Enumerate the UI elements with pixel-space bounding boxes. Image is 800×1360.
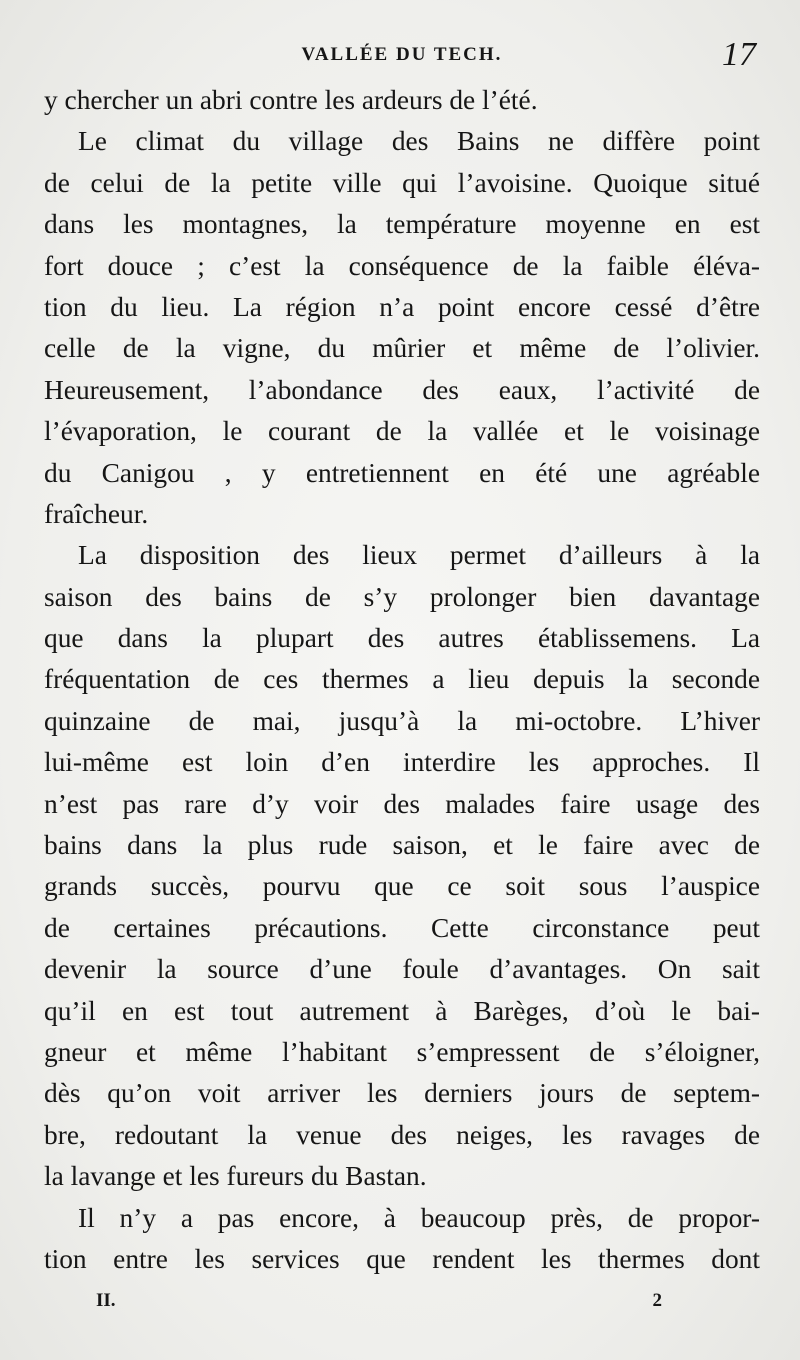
text-line: Il n’y a pas encore, à beaucoup près, de propor- xyxy=(78,1202,760,1233)
text-line: de celui de la petite ville qui l’avoisine. Quoique situé xyxy=(44,167,760,198)
text-line: quinzaine de mai, jusqu’à la mi-octobre. L’hiver xyxy=(44,705,760,736)
text-line: dans les montagnes, la température moyenne en est xyxy=(44,209,760,240)
text-line: devenir la source d’une foule d’avantages. On sait xyxy=(44,954,760,985)
text-line: bre, redoutant la venue des neiges, les ravages de xyxy=(44,1119,760,1150)
text-line: fréquentation de ces thermes a lieu depuis la seconde xyxy=(44,664,760,695)
text-line: fraîcheur. xyxy=(44,498,149,529)
sheet-number: 2 xyxy=(652,1290,662,1311)
page-number: 17 xyxy=(722,36,756,73)
body-text xyxy=(44,80,760,1280)
text-line: y chercher un abri contre les ardeurs de l’été. xyxy=(44,85,538,115)
text-line: du Canigou , y entretiennent en été une agréable xyxy=(44,457,760,488)
text-line: celle de la vigne, du mûrier et même de l’olivier. xyxy=(44,333,760,364)
text-line: tion entre les services que rendent les thermes dont xyxy=(44,1243,760,1274)
text-line: lui-même est loin d’en interdire les approches. Il xyxy=(44,747,760,778)
text-line: de certaines précautions. Cette circonstance peut xyxy=(44,912,760,943)
text-line: bains dans la plus rude saison, et le faire avec de xyxy=(44,830,760,861)
page-footer xyxy=(96,1290,662,1330)
text-line: grands succès, pourvu que ce soit sous l’auspice xyxy=(44,871,760,902)
text-line: l’évaporation, le courant de la vallée et le voisinage xyxy=(44,416,760,447)
text-line: gneur et même l’habitant s’empressent de s’éloigner, xyxy=(44,1036,760,1067)
text-line: la lavange et les fureurs du Bastan. xyxy=(44,1161,427,1192)
text-line: tion du lieu. La région n’a point encore cessé d’être xyxy=(44,291,760,322)
page-header xyxy=(44,36,760,76)
text-line: dès qu’on voit arriver les derniers jours de septem- xyxy=(44,1078,760,1109)
text-line: saison des bains de s’y prolonger bien davantage xyxy=(44,581,760,612)
text-line: qu’il en est tout autrement à Barèges, d’où le bai- xyxy=(44,995,760,1026)
text-line: que dans la plupart des autres établissemens. La xyxy=(44,623,760,654)
signature-mark: II. xyxy=(96,1290,116,1311)
text-line: n’est pas rare d’y voir des malades faire usage des xyxy=(44,788,760,819)
text-line: fort douce ; c’est la conséquence de la faible éléva- xyxy=(44,250,760,281)
text-line: Heureusement, l’abondance des eaux, l’activité de xyxy=(44,374,760,405)
running-head: VALLÉE DU TECH. xyxy=(301,44,503,65)
text-line: Le climat du village des Bains ne diffère point xyxy=(78,126,760,157)
text-line: La disposition des lieux permet d’ailleurs à la xyxy=(78,540,760,571)
